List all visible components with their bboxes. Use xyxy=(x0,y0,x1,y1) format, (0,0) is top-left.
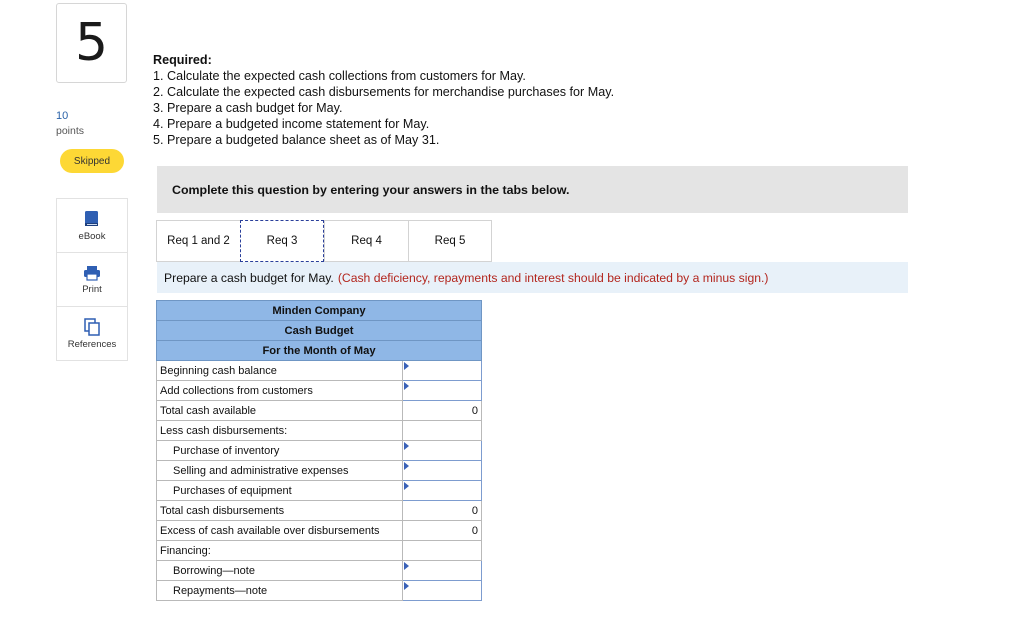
collections-input-cell xyxy=(403,381,482,401)
table-row xyxy=(157,441,482,461)
inventory-purchase-input[interactable] xyxy=(403,442,478,460)
required-item: 3. Prepare a cash budget for May. xyxy=(153,100,343,115)
repayments-input-cell xyxy=(403,581,482,601)
excess-cash-value: 0 xyxy=(403,521,482,541)
required-item: 5. Prepare a budgeted balance sheet as of May 31. xyxy=(153,132,440,147)
row-label: Borrowing—note xyxy=(157,561,403,581)
instruction-note: (Cash deficiency, repayments and interest should be indicated by a minus sign.) xyxy=(337,270,769,285)
total-disbursements-value: 0 xyxy=(403,501,482,521)
row-label: Repayments—note xyxy=(157,581,403,601)
company-name: Minden Company xyxy=(157,301,482,321)
tab-req-4[interactable]: Req 4 xyxy=(324,220,408,262)
budget-title: Cash Budget xyxy=(157,321,482,341)
total-cash-available-value: 0 xyxy=(403,401,482,421)
table-row xyxy=(157,401,482,421)
row-label: Purchase of inventory xyxy=(157,441,403,461)
borrowing-input[interactable] xyxy=(403,562,478,580)
table-row xyxy=(157,501,482,521)
row-label: Less cash disbursements: xyxy=(157,421,403,441)
status-badge: Skipped xyxy=(60,149,124,173)
equipment-input-cell xyxy=(403,481,482,501)
beginning-cash-input-cell xyxy=(403,361,482,381)
row-label: Total cash available xyxy=(157,401,403,421)
budget-period: For the Month of May xyxy=(157,341,482,361)
print-label: Print xyxy=(82,283,102,295)
book-icon xyxy=(84,210,100,228)
required-item: 2. Calculate the expected cash disbursements for merchandise purchases for May. xyxy=(153,84,615,99)
selling-admin-input-cell xyxy=(403,461,482,481)
references-label: References xyxy=(67,339,117,350)
required-heading: Required: xyxy=(153,53,212,67)
tool-panel xyxy=(56,198,128,361)
row-label: Add collections from customers xyxy=(157,381,403,401)
table-row xyxy=(157,481,482,501)
inventory-input-cell xyxy=(403,441,482,461)
table-row xyxy=(157,421,482,441)
table-row xyxy=(157,381,482,401)
equipment-purchase-input[interactable] xyxy=(403,482,478,500)
table-row xyxy=(157,521,482,541)
required-list xyxy=(153,53,614,148)
table-row xyxy=(157,561,482,581)
repayments-input[interactable] xyxy=(403,582,478,600)
table-row xyxy=(157,461,482,481)
selling-admin-input[interactable] xyxy=(403,462,478,480)
table-row xyxy=(157,541,482,561)
points-label: points xyxy=(56,125,85,137)
references-button[interactable] xyxy=(57,307,127,361)
empty-value xyxy=(403,421,482,441)
row-label: Total cash disbursements xyxy=(157,501,403,521)
row-label: Beginning cash balance xyxy=(157,361,403,381)
question-number: 5 xyxy=(56,3,127,83)
table-row xyxy=(157,361,482,381)
ebook-button[interactable] xyxy=(57,199,127,253)
row-label: Selling and administrative expenses xyxy=(157,461,403,481)
required-item: 1. Calculate the expected cash collections from customers for May. xyxy=(153,68,526,83)
beginning-cash-input[interactable] xyxy=(403,362,478,380)
empty-value xyxy=(403,541,482,561)
ebook-label: eBook xyxy=(78,230,106,242)
row-label: Purchases of equipment xyxy=(157,481,403,501)
printer-icon xyxy=(83,265,101,281)
tab-req-3[interactable]: Req 3 xyxy=(240,220,324,262)
row-label: Financing: xyxy=(157,541,403,561)
borrowing-input-cell xyxy=(403,561,482,581)
instruction-text: Prepare a cash budget for May. xyxy=(164,270,334,285)
instruction-bar xyxy=(157,262,908,293)
requirement-tabs xyxy=(156,220,492,262)
instructions-banner: Complete this question by entering your answers in the tabs below. xyxy=(157,166,908,213)
collections-input[interactable] xyxy=(403,382,478,400)
tab-req-1-and-2[interactable]: Req 1 and 2 xyxy=(156,220,240,262)
table-row xyxy=(157,581,482,601)
copy-icon xyxy=(84,318,100,336)
print-button[interactable] xyxy=(57,253,127,307)
tab-req-5[interactable]: Req 5 xyxy=(408,220,492,262)
cash-budget-table xyxy=(156,300,482,601)
row-label: Excess of cash available over disbursements xyxy=(157,521,403,541)
points-value: 10 xyxy=(56,110,69,122)
required-item: 4. Prepare a budgeted income statement for May. xyxy=(153,116,430,131)
